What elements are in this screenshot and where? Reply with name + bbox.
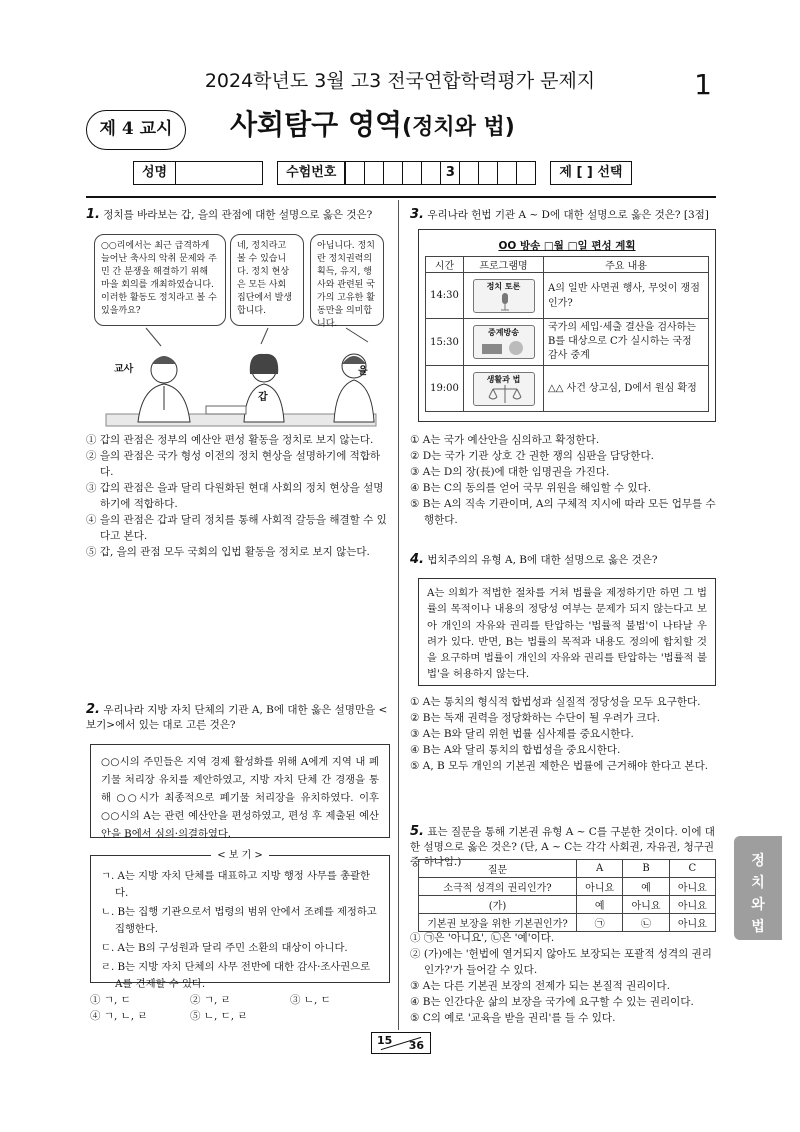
scales-icon [487, 385, 523, 405]
schedule-title: OO 방송 □월 □일 편성 계획 [498, 240, 636, 252]
elective-select-field[interactable] [550, 161, 631, 185]
table-header: B [623, 860, 669, 878]
question-2-bogi-box [90, 850, 390, 990]
question-1-stem: 1. 정치를 바라보는 갑, 을의 관점에 대한 설명으로 옳은 것은? [86, 207, 373, 222]
table-row: 15:30 중계방송 국가의 세입·세출 결산을 검사하는 B를 대상으로 C가 실시하는 국정 감사 중계 [426, 319, 709, 366]
period-badge: 제 4 교시 [86, 110, 186, 150]
option[interactable]: ① ㄱ, ㄷ [90, 994, 131, 1006]
subject-side-tab: 정 치 와 법 [734, 836, 782, 940]
table-header: 프로그램명 [464, 257, 544, 273]
option[interactable]: ⑤ 갑, 을의 관점 모두 국회의 입법 활동을 정치로 보지 않는다. [86, 546, 370, 558]
page-total: 36 [408, 1039, 424, 1052]
option[interactable]: ① A는 통치의 형식적 합법성과 실질적 정당성을 모두 요구한다. [410, 696, 701, 708]
subject-subtitle: (정치와 법) [402, 115, 515, 140]
table-header: A [577, 860, 623, 878]
option[interactable]: ③ ㄴ, ㄷ [290, 994, 331, 1006]
option[interactable]: ⑤ B는 A의 직속 기관이며, A의 구체적 지시에 따라 모든 업무를 수행한다. [410, 498, 716, 526]
table-header: 시간 [426, 257, 464, 273]
question-2-options [90, 992, 390, 1024]
gap-speech-bubble: 네, 정치라고 볼 수 있습니다. 정치 현상은 모든 사회 집단에서 발생합니다. [230, 234, 304, 326]
option[interactable]: ③ A는 B와 달리 위헌 법률 심사제를 중요시한다. [410, 728, 634, 740]
schedule-table [425, 256, 709, 412]
page-number: 1 [694, 68, 712, 101]
question-5-stem: 5. 표는 질문을 통해 기본권 유형 A ~ C를 구분한 것이다. 이에 대한 설명으로 옳은 것은? (단, A ~ C는 각각 사회권, 자유권, 청구권 중 하나임.) [410, 824, 715, 868]
option[interactable]: ② ㄱ, ㄹ [190, 994, 231, 1006]
option[interactable]: ③ A는 다른 기본권 보장의 전제가 되는 본질적 권리이다. [410, 980, 671, 992]
gap-label: 갑 [258, 392, 268, 403]
question-2-passage: ○○시의 주민들은 지역 경제 활성화를 위해 A에게 지역 내 폐기물 처리장 유치를 제안하였고, 지방 자치 단체 간 경쟁을 통해 ○○시가 최종적으로 폐기물 처리장을 유치하였다. 이후 ○○시의 A는 관련 예산안을 편성하였고, 편성 후 제출된 예산안을 B에서 심의·의결하였다. [90, 744, 390, 838]
table-row: 소극적 성격의 권리인가? 아니요 예 아니요 [419, 878, 716, 896]
option[interactable]: ② B는 독재 권력을 정당화하는 수단이 될 우려가 크다. [410, 712, 661, 724]
option[interactable]: ② 을의 관점은 국가 형성 이전의 정치 현상을 설명하기에 적합하다. [86, 450, 381, 478]
bogi-item: ㄹ. B는 지방 자치 단체의 사무 전반에 대한 감사·조사권으로 A를 견제할 수 있다. [101, 961, 371, 990]
header-divider [86, 196, 716, 198]
option[interactable]: ① 갑의 관점은 정부의 예산안 편성 활동을 정치로 보지 않는다. [86, 434, 374, 446]
eul-speech-bubble: 아닙니다. 정치란 정치권력의 획득, 유지, 행사와 관련된 국가의 고유한 활동만을 의미합니다. [310, 234, 384, 326]
question-5-rights-table [418, 859, 716, 932]
program-thumbnail: 중계방송 [473, 325, 535, 359]
candidate-info-row [133, 161, 632, 185]
question-3-stem: 3. 우리나라 헌법 기관 A ~ D에 대한 설명으로 옳은 것은? [3점] [410, 207, 709, 222]
option[interactable]: ④ 을의 관점은 갑과 달리 정치를 통해 사회적 갈등을 해결할 수 있다고 본다. [86, 514, 387, 542]
question-4-passage: A는 의회가 적법한 절차를 거쳐 법률을 제정하기만 하면 그 법률의 목적이나 내용의 정당성 여부는 문제가 되지 않는다고 보아 개인의 자유와 권리를 탄압하는 '법률적 불법'이 나타날 우려가 있다. 반면, B는 법률의 목적과 내용도 정의에 합치할 것을 요구하며 법률이 개인의 자유와 권리를 탄압하는 '법률적 불법'을 허용하지 않는다. [418, 578, 716, 686]
option[interactable]: ③ A는 D의 장(長)에 대한 임명권을 가진다. [410, 466, 610, 478]
exam-title: 2024학년도 3월 고3 전국연합학력평가 문제지 [204, 70, 596, 92]
teacher-speech-bubble: ○○리에서는 최근 급격하게 늘어난 축사의 악취 문제와 주민 간 분쟁을 해결하기 위해 마을 회의를 개최하였습니다. 이러한 활동도 정치라고 볼 수 있을까요? [94, 234, 226, 326]
question-3-schedule-box [418, 229, 716, 422]
page-counter [371, 1032, 431, 1054]
program-thumbnail: 정치 토론 [473, 279, 535, 313]
table-header: 질문 [419, 860, 577, 878]
table-header: 주요 내용 [544, 257, 709, 273]
table-row: (가) 예 아니요 아니요 [419, 896, 716, 914]
elective-select-label: 제 [ ] 선택 [559, 165, 623, 180]
table-row: 기본권 보장을 위한 기본권인가? ㉠ ㉡ 아니요 [419, 914, 716, 932]
column-divider [398, 200, 399, 1030]
option[interactable]: ⑤ ㄴ, ㄷ, ㄹ [190, 1010, 248, 1022]
name-label: 성명 [134, 162, 176, 184]
table-row: 14:30 정치 토론 A의 일반 사면권 행사, 무엇이 쟁점인가? [426, 273, 709, 319]
question-2-stem: 2. 우리나라 지방 자치 단체의 기관 A, B에 대한 옳은 설명만을 <보기>에서 있는 대로 고른 것은? [86, 702, 388, 731]
name-field[interactable] [133, 161, 263, 185]
subject-title [230, 103, 515, 143]
table-header: C [669, 860, 715, 878]
question-3-options [410, 432, 720, 528]
option[interactable]: ④ ㄱ, ㄴ, ㄹ [90, 1010, 148, 1022]
bogi-item: ㄱ. A는 지방 자치 단체를 대표하고 지방 행정 사무를 총괄한다. [101, 870, 370, 899]
option[interactable]: ④ B는 C의 동의를 얻어 국무 위원을 해임할 수 있다. [410, 482, 652, 494]
classroom-illustration [86, 326, 392, 430]
bogi-item: ㄴ. B는 집행 기관으로서 법령의 범위 안에서 조례를 제정하고 집행한다. [101, 906, 377, 935]
question-1-illustration [86, 228, 392, 428]
table-row: 19:00 생활과 법 △△ 사건 상고심, D에서 원심 확정 [426, 366, 709, 412]
exam-number-field[interactable] [277, 161, 536, 185]
teacher-label: 교사 [114, 364, 134, 375]
eul-label: 을 [358, 366, 368, 377]
option[interactable]: ④ B는 인간다운 삶의 보장을 국가에 요구할 수 있는 권리이다. [410, 996, 694, 1008]
option[interactable]: ② (가)에는 '헌법에 열거되지 않아도 보장되는 포괄적 성격의 권리인가?'가 들어갈 수 있다. [410, 948, 712, 976]
bogi-item: ㄷ. A는 B의 구성원과 달리 주민 소환의 대상이 아니다. [101, 942, 348, 954]
option[interactable]: ① ㉠은 '아니요', ㉡은 '예'이다. [410, 932, 555, 944]
option[interactable]: ④ B는 A와 달리 통치의 합법성을 중요시한다. [410, 744, 621, 756]
question-4-options [410, 694, 720, 774]
option[interactable]: ⑤ C의 예로 '교육을 받을 권리'를 들 수 있다. [410, 1012, 616, 1024]
program-thumbnail: 생활과 법 [473, 372, 535, 406]
exam-number-digit: 3 [440, 162, 459, 184]
question-4-stem: 4. 법치주의의 유형 A, B에 대한 설명으로 옳은 것은? [410, 552, 658, 567]
bogi-title: < 보 기 > [211, 850, 269, 861]
option[interactable]: ① A는 국가 예산안을 심의하고 확정한다. [410, 434, 600, 446]
question-1-options [86, 432, 392, 560]
subject-name: 사회탐구 영역 [230, 108, 403, 141]
option[interactable]: ③ 갑의 관점은 을과 달리 다원화된 현대 사회의 정치 현상을 설명하기에 적합하다. [86, 482, 384, 510]
page-current: 15 [377, 1034, 393, 1047]
option[interactable]: ⑤ A, B 모두 개인의 기본권 제한은 법률에 근거해야 한다고 본다. [410, 760, 709, 772]
option[interactable]: ② D는 국가 기관 상호 간 권한 쟁의 심판을 담당한다. [410, 450, 654, 462]
exam-number-label: 수험번호 [278, 162, 345, 184]
question-5-options [410, 930, 720, 1026]
